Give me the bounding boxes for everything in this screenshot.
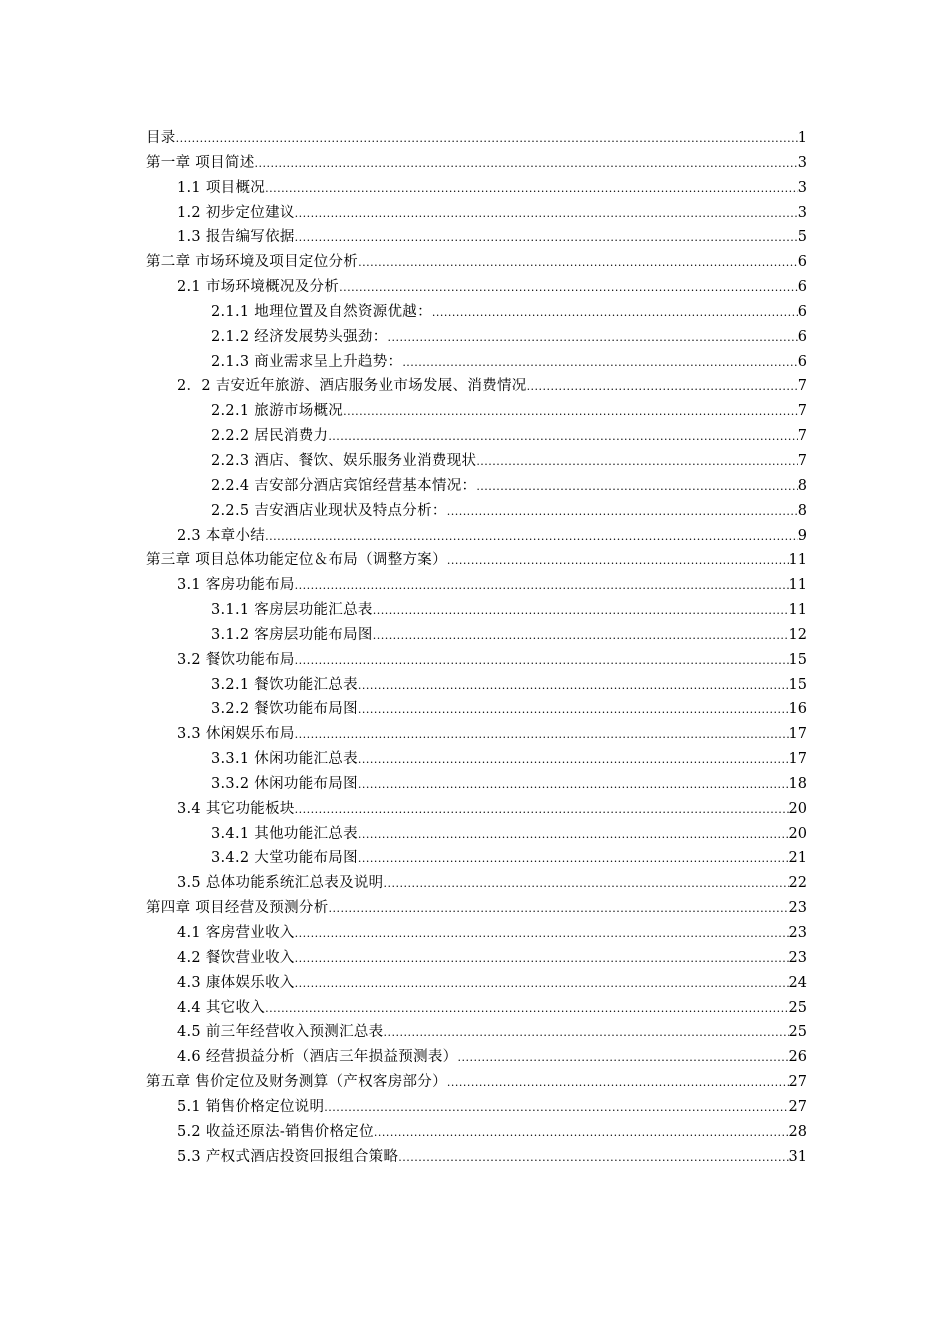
toc-entry-title: 2.2.1 旅游市场概况 — [211, 403, 344, 420]
toc-entry-title: 3.1 客房功能布局 — [177, 577, 295, 594]
toc-entry-title: 3.1.1 客房层功能汇总表 — [211, 602, 373, 619]
toc-dot-leader — [255, 152, 798, 177]
toc-entry-page-number: 5 — [797, 229, 807, 246]
toc-entry-title: 目录 — [146, 130, 176, 146]
toc-entry[interactable] — [146, 1095, 807, 1120]
toc-dot-leader — [329, 897, 789, 922]
toc-entry-page-number: 18 — [788, 775, 807, 792]
toc-entry[interactable] — [146, 797, 807, 822]
toc-entry-title: 4.5 前三年经营收入预测汇总表 — [177, 1024, 384, 1041]
toc-entry-title: 2.2.5 吉安酒店业现状及特点分析： — [211, 502, 447, 519]
toc-entry-title: 4.2 餐饮营业收入 — [177, 949, 295, 966]
toc-entry-page-number: 16 — [788, 701, 807, 718]
toc-entry[interactable] — [146, 1045, 807, 1070]
toc-entry[interactable] — [146, 1145, 807, 1170]
toc-entry-page-number: 6 — [797, 279, 807, 296]
toc-entry-page-number: 1 — [797, 130, 807, 146]
toc-entry-title: 第三章 项目总体功能定位＆布局（调整方案） — [146, 552, 447, 569]
toc-entry-title: 3.3 休闲娱乐布局 — [177, 726, 295, 743]
toc-entry[interactable] — [146, 548, 807, 573]
toc-entry-page-number: 25 — [788, 1024, 807, 1041]
toc-entry-page-number: 6 — [797, 303, 807, 320]
toc-entry-page-number: 7 — [797, 378, 807, 395]
toc-dot-leader — [328, 425, 797, 450]
toc-entry-title: 2.1.2 经济发展势头强劲： — [211, 328, 388, 345]
toc-dot-leader — [358, 847, 789, 872]
toc-entry[interactable] — [146, 524, 807, 549]
toc-entry[interactable] — [146, 474, 807, 499]
toc-entry-title: 2.2.4 吉安部分酒店宾馆经营基本情况： — [211, 477, 477, 494]
toc-dot-leader — [527, 375, 798, 400]
toc-entry-title: 5.1 销售价格定位说明 — [177, 1098, 325, 1115]
toc-entry[interactable] — [146, 846, 807, 871]
toc-entry[interactable] — [146, 275, 807, 300]
toc-entry-page-number: 23 — [788, 900, 807, 917]
toc-entry-page-number: 3 — [797, 204, 807, 221]
toc-entry-title: 3.5 总体功能系统汇总表及说明 — [177, 875, 384, 892]
toc-entry[interactable] — [146, 648, 807, 673]
toc-entry-page-number: 3 — [797, 179, 807, 196]
toc-entry-page-number: 25 — [788, 999, 807, 1016]
toc-entry[interactable] — [146, 946, 807, 971]
toc-entry-page-number: 3 — [797, 154, 807, 171]
toc-dot-leader — [295, 723, 789, 748]
toc-entry-title: 4.3 康体娱乐收入 — [177, 974, 295, 991]
toc-entry-page-number: 6 — [797, 353, 807, 370]
toc-entry-title: 2．2 吉安近年旅游、酒店服务业市场发展、消费情况 — [177, 378, 527, 395]
toc-entry[interactable] — [146, 201, 807, 226]
toc-entry-page-number: 21 — [788, 850, 807, 867]
toc-entry[interactable] — [146, 896, 807, 921]
toc-dot-leader — [295, 922, 789, 947]
toc-entry-page-number: 28 — [788, 1123, 807, 1140]
toc-entry[interactable] — [146, 871, 807, 896]
toc-entry[interactable] — [146, 996, 807, 1021]
toc-entry[interactable] — [146, 225, 807, 250]
toc-dot-leader — [295, 972, 789, 997]
toc-dot-leader — [447, 1071, 789, 1096]
toc-dot-leader — [358, 773, 789, 798]
toc-dot-leader — [358, 674, 789, 699]
toc-entry-title: 3.4 其它功能板块 — [177, 800, 295, 817]
toc-entry[interactable] — [146, 350, 807, 375]
toc-dot-leader — [295, 649, 789, 674]
toc-dot-leader — [295, 947, 789, 972]
toc-dot-leader — [295, 226, 798, 251]
toc-dot-leader — [295, 202, 798, 227]
toc-dot-leader — [295, 798, 789, 823]
toc-dot-leader — [358, 251, 798, 276]
toc-entry[interactable] — [146, 1020, 807, 1045]
toc-dot-leader — [476, 475, 797, 500]
toc-entry[interactable] — [146, 921, 807, 946]
toc-entry[interactable] — [146, 399, 807, 424]
toc-dot-leader — [339, 276, 798, 301]
toc-dot-leader — [447, 500, 798, 525]
toc-entry-page-number: 20 — [788, 800, 807, 817]
toc-entry-title: 第四章 项目经营及预测分析 — [146, 900, 329, 917]
toc-dot-leader — [373, 599, 789, 624]
toc-dot-leader — [432, 301, 798, 326]
toc-dot-leader — [176, 127, 798, 152]
toc-entry-title: 2.3 本章小结 — [177, 527, 266, 544]
toc-dot-leader — [265, 177, 798, 202]
toc-entry-page-number: 7 — [797, 403, 807, 420]
toc-entry-title: 4.4 其它收入 — [177, 999, 266, 1016]
toc-entry[interactable] — [146, 822, 807, 847]
toc-entry-title: 3.2 餐饮功能布局 — [177, 651, 295, 668]
toc-entry-page-number: 11 — [788, 602, 807, 619]
toc-entry-title: 2.1 市场环境概况及分析 — [177, 279, 340, 296]
toc-entry-title: 3.2.1 餐饮功能汇总表 — [211, 676, 358, 693]
toc-entry-page-number: 22 — [788, 875, 807, 892]
toc-dot-leader — [358, 748, 789, 773]
toc-dot-leader — [476, 450, 797, 475]
toc-entry-page-number: 9 — [797, 527, 807, 544]
toc-entry-title: 4.1 客房营业收入 — [177, 925, 295, 941]
toc-entry[interactable] — [146, 499, 807, 524]
toc-entry[interactable] — [146, 449, 807, 474]
toc-entry[interactable] — [146, 424, 807, 449]
toc-dot-leader — [447, 549, 789, 574]
toc-entry-page-number: 23 — [788, 949, 807, 966]
toc-entry-title: 3.1.2 客房层功能布局图 — [211, 626, 373, 643]
toc-dot-leader — [383, 872, 788, 897]
toc-entry-page-number: 7 — [797, 452, 807, 469]
toc-dot-leader — [358, 698, 789, 723]
toc-entry[interactable] — [146, 598, 807, 623]
toc-entry[interactable] — [146, 697, 807, 722]
toc-entry-page-number: 6 — [797, 254, 807, 271]
toc-entry-title: 第一章 项目简述 — [146, 154, 255, 171]
toc-dot-leader — [265, 525, 798, 550]
toc-entry-title: 3.3.2 休闲功能布局图 — [211, 775, 358, 792]
toc-entry-title: 2.1.1 地理位置及自然资源优越： — [211, 303, 432, 320]
toc-entry-title: 1.2 初步定位建议 — [177, 204, 295, 221]
toc-entry[interactable] — [146, 971, 807, 996]
toc-entry-title: 第五章 售价定位及财务测算（产权客房部分） — [146, 1074, 447, 1091]
toc-entry[interactable] — [146, 325, 807, 350]
toc-entry-page-number: 11 — [788, 552, 807, 569]
toc-dot-leader — [343, 400, 798, 425]
toc-entry[interactable] — [146, 1120, 807, 1145]
toc-dot-leader — [388, 326, 798, 351]
toc-dot-leader — [398, 1146, 788, 1171]
toc-entry-title: 第二章 市场环境及项目定位分析 — [146, 254, 359, 271]
toc-entry-page-number: 17 — [788, 751, 807, 768]
toc-dot-leader — [457, 1046, 788, 1071]
toc-entry[interactable] — [146, 722, 807, 747]
toc-entry-page-number: 17 — [788, 726, 807, 743]
toc-entry-page-number: 24 — [788, 974, 807, 991]
toc-entry-title: 1.1 项目概况 — [177, 179, 266, 196]
toc-entry-title: 3.4.2 大堂功能布局图 — [211, 850, 358, 867]
toc-dot-leader — [374, 1121, 789, 1146]
toc-entry[interactable] — [146, 1070, 807, 1095]
toc-dot-leader — [324, 1096, 788, 1121]
toc-entry-page-number: 27 — [788, 1074, 807, 1091]
toc-entry[interactable] — [146, 374, 807, 399]
toc-entry-title: 3.3.1 休闲功能汇总表 — [211, 751, 358, 768]
toc-entry-title: 1.3 报告编写依据 — [177, 229, 295, 246]
toc-entry[interactable] — [146, 151, 807, 176]
toc-entry[interactable] — [146, 623, 807, 648]
toc-entry-page-number: 31 — [788, 1148, 807, 1165]
toc-entry-page-number: 15 — [788, 651, 807, 668]
toc-entry-page-number: 8 — [797, 477, 807, 494]
toc-entry[interactable] — [146, 126, 807, 151]
toc-entry-page-number: 15 — [788, 676, 807, 693]
toc-entry[interactable] — [146, 673, 807, 698]
toc-entry-page-number: 27 — [788, 1098, 807, 1115]
toc-entry-page-number: 26 — [788, 1049, 807, 1066]
toc-entry-title: 2.2.3 酒店、餐饮、娱乐服务业消费现状 — [211, 452, 477, 469]
table-of-contents — [146, 126, 807, 1169]
toc-dot-leader — [383, 1021, 788, 1046]
toc-entry[interactable] — [146, 300, 807, 325]
toc-entry-title: 2.1.3 商业需求呈上升趋势： — [211, 353, 403, 370]
toc-entry-page-number: 20 — [788, 825, 807, 842]
toc-entry-page-number: 12 — [788, 626, 807, 643]
toc-entry-page-number: 7 — [797, 428, 807, 445]
toc-dot-leader — [373, 624, 789, 649]
toc-entry[interactable] — [146, 250, 807, 275]
toc-entry-title: 5.3 产权式酒店投资回报组合策略 — [177, 1148, 399, 1165]
toc-entry-page-number: 8 — [797, 502, 807, 519]
toc-entry-title: 5.2 收益还原法-销售价格定位 — [177, 1123, 374, 1140]
toc-entry-page-number: 6 — [797, 328, 807, 345]
toc-entry-title: 2.2.2 居民消费力 — [211, 428, 329, 445]
toc-entry[interactable] — [146, 573, 807, 598]
toc-entry[interactable] — [146, 747, 807, 772]
toc-entry[interactable] — [146, 772, 807, 797]
toc-entry-title: 3.2.2 餐饮功能布局图 — [211, 701, 358, 718]
toc-dot-leader — [358, 823, 789, 848]
toc-entry-title: 4.6 经营损益分析（酒店三年损益预测表） — [177, 1049, 458, 1066]
toc-dot-leader — [265, 997, 788, 1022]
toc-entry[interactable] — [146, 176, 807, 201]
toc-entry-page-number: 23 — [788, 925, 807, 941]
toc-dot-leader — [295, 574, 789, 599]
toc-entry-title: 3.4.1 其他功能汇总表 — [211, 825, 358, 842]
toc-dot-leader — [402, 351, 797, 376]
toc-entry-page-number: 11 — [788, 577, 807, 594]
